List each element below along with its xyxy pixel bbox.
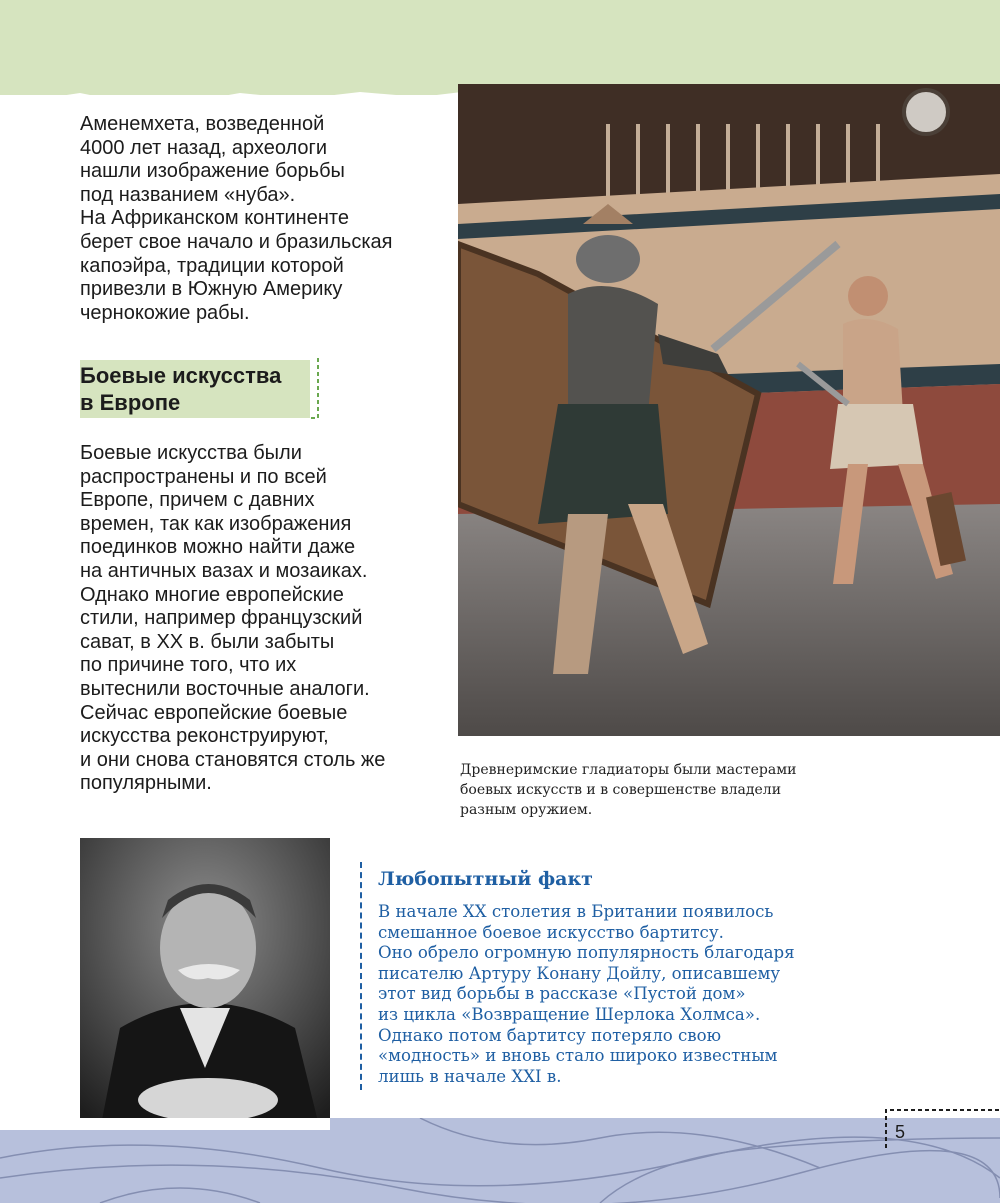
fact-dashed-border: [360, 862, 362, 1090]
section-heading-block: [80, 358, 318, 420]
fact-text: В начале XX столетия в Британии появилось смешанное боевое искусство бартитсу. Оно обрело огромную популярность благодаря писателю Артуру Конану Дойлу, описавшему этот вид борьбы в рассказе «Пустой дом» из цикла «Возвращение Шерлока Холмса». Однако потом бартитсу потеряло свою «модность» и вновь стало широко известным лишь в начале XXI в.: [378, 902, 795, 1086]
gladiators-photo: [458, 84, 1000, 736]
intro-paragraph: Аменемхета, возведенной 4000 лет назад, археологи нашли изображение борьбы под названием «нуба». На Африканском континенте берет свое начало и бразильская капоэйра, традиции которой привезли в Южную Америку чернокожие рабы.: [80, 113, 393, 324]
portrait-photo: [80, 838, 330, 1130]
top-decorative-band: [0, 0, 1000, 95]
photo-caption: Древнеримские гладиаторы были мастерами боевых искусств и в совершенстве владели разным оружием.: [460, 762, 797, 818]
bottom-decorative-band: [0, 1118, 1000, 1203]
section-title: Боевые искусства в Европе: [80, 363, 282, 415]
page-number: 5: [895, 1122, 906, 1142]
section-paragraph: Боевые искусства были распространены и по всей Европе, причем с давних времен, так как изображения поединков можно найти даже на античных вазах и мозаиках. Однако многие европейские стили, например французский сават, в XX в. были забыты по причине того, что их вытеснили восточные аналоги. Сейчас европейские боевые искусства реконструируют, и они снова становятся столь же популярными.: [80, 442, 386, 795]
fact-title: Любопытный факт: [378, 868, 593, 890]
heading-dashed-bracket: [308, 356, 328, 426]
